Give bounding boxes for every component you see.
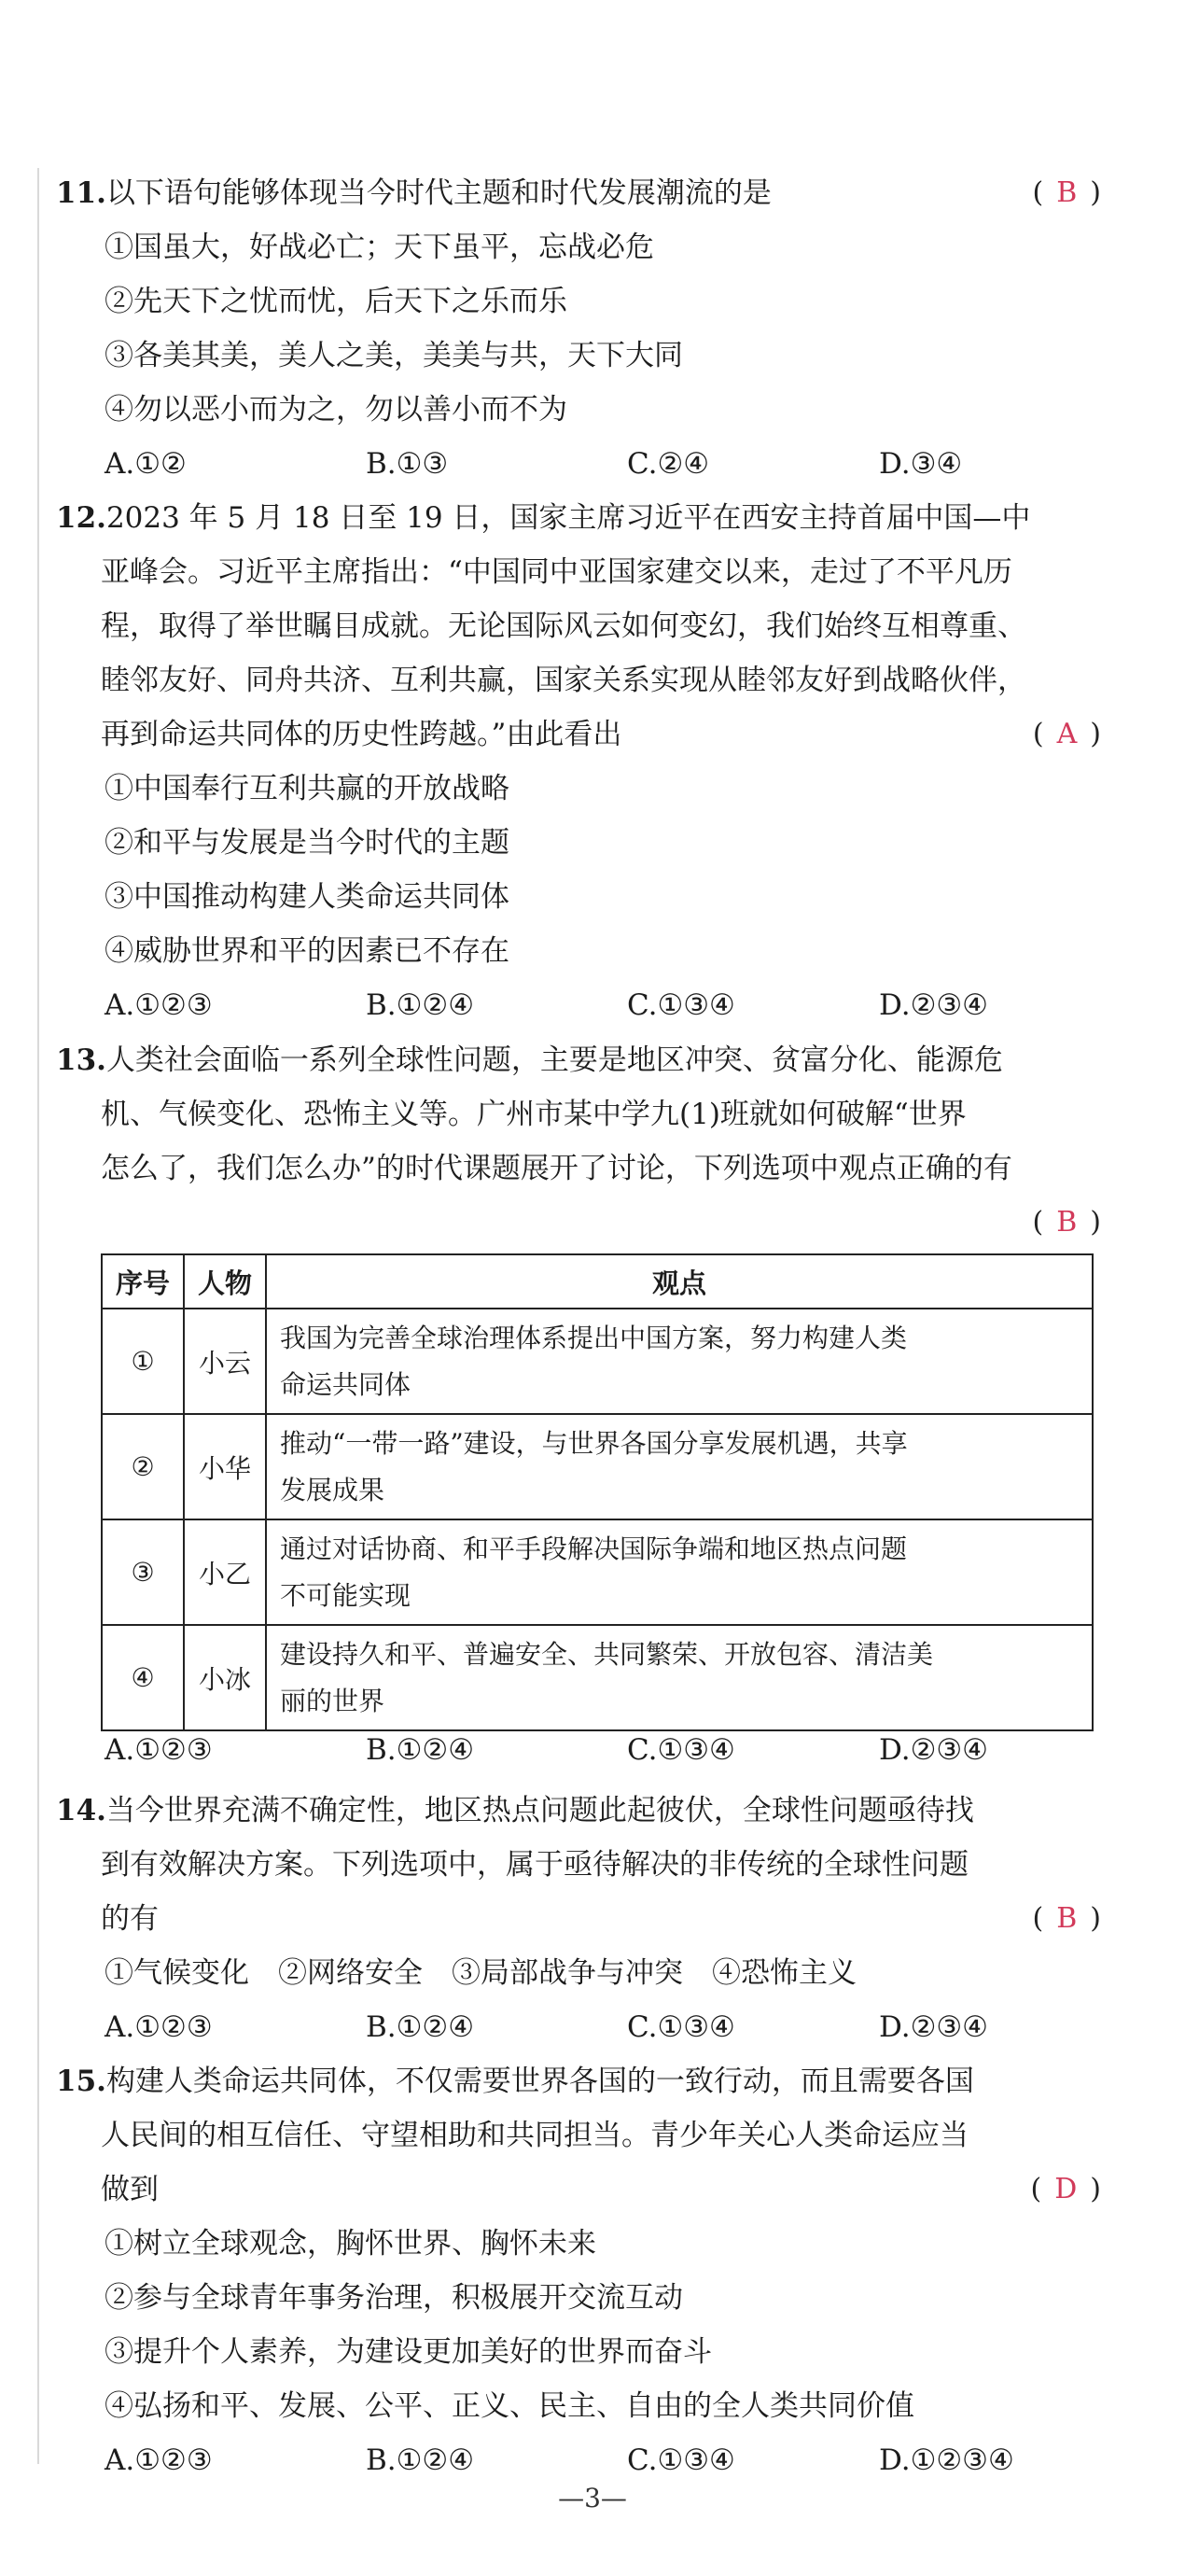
options-row (56, 978, 1101, 1032)
stem-line: 当今世界充满不确定性，地区热点问题此起彼伏，全球性问题亟待找 (105, 1794, 974, 1827)
option-a: A.①②③ (105, 2443, 213, 2477)
stem-line: 再到命运共同体的历史性跨越。”由此看出 (101, 718, 622, 751)
option-b: B.①②④ (366, 2010, 475, 2044)
question-number: 15. (56, 2065, 106, 2098)
answer-bracket: ( D ) (1030, 2173, 1101, 2205)
answer-bracket: ( B ) (1032, 1206, 1101, 1239)
option-b: B.①③ (366, 447, 449, 481)
stem-line-last (56, 2163, 1101, 2217)
answer-bracket: ( B ) (1032, 1902, 1101, 1935)
viewpoint-line: 我国为完善全球治理体系提出中国方案，努力构建人类 (280, 1322, 908, 1353)
viewpoint-line: 建设持久和平、普遍安全、共同繁荣、开放包容、清洁美 (280, 1638, 934, 1670)
stem-line: 人民间的相互信任、守望相助和共同担当。青少年关心人类命运应当 (101, 2119, 969, 2152)
row-number: ③ (102, 1519, 184, 1625)
answer-letter: B (1056, 1206, 1078, 1239)
stem-line: 睦邻友好、同舟共济、互利共赢，国家关系实现从睦邻友好到战略伙伴， (101, 664, 1026, 697)
header-number: 序号 (102, 1254, 184, 1309)
question-13 (56, 1033, 1101, 1250)
choice-item: ①中国奉行互利共赢的开放战略 (105, 772, 509, 805)
question-14 (56, 1784, 1101, 2054)
option-c: C.①③④ (627, 2010, 735, 2044)
question-stem (56, 1033, 1101, 1087)
answer-line (56, 1196, 1101, 1250)
question-number: 14. (56, 1794, 106, 1827)
option-b: B.①②④ (366, 1733, 475, 1767)
viewpoint-table (101, 1253, 1094, 1731)
margin-rule (37, 168, 39, 2464)
stem-line: 做到 (101, 2173, 159, 2206)
table-row (102, 1414, 1093, 1519)
row-number: ② (102, 1414, 184, 1519)
stem-line: 到有效解决方案。下列选项中，属于亟待解决的非传统的全球性问题 (101, 1848, 969, 1882)
option-c: C.①③④ (627, 1733, 735, 1767)
stem-line: 亚峰会。习近平主席指出：“中国同中亚国家建交以来，走过了不平凡历 (101, 555, 1012, 589)
option-b: B.①②④ (366, 2443, 475, 2477)
header-person: 人物 (184, 1254, 266, 1309)
choice-item: ①国虽大，好战必亡；天下虽平，忘战必危 (105, 231, 654, 264)
choice-item: ④弘扬和平、发展、公平、正义、民主、自由的全人类共同价值 (105, 2389, 914, 2423)
question-stem (56, 166, 1101, 220)
stem-line: 构建人类命运共同体，不仅需要世界各国的一致行动，而且需要各国 (105, 2065, 974, 2098)
choice-item: ③提升个人素养，为建设更加美好的世界而奋斗 (105, 2335, 712, 2369)
row-person: 小冰 (184, 1625, 266, 1730)
stem-line-last (56, 1892, 1101, 1946)
stem-line: 程，取得了举世瞩目成就。无论国际风云如何变幻，我们始终互相尊重、 (101, 609, 1026, 643)
option-d: D.①②③④ (879, 2443, 1014, 2477)
question-number: 11. (56, 176, 106, 210)
viewpoint-line: 命运共同体 (280, 1368, 411, 1400)
option-b: B.①②④ (366, 988, 475, 1022)
answer-letter: A (1056, 718, 1078, 750)
page-number: —3— (558, 2483, 627, 2513)
question-stem (56, 2054, 1101, 2108)
option-c: C.①③④ (627, 2443, 735, 2477)
stem-line: 机、气候变化、恐怖主义等。广州市某中学九(1)班就如何破解“世界 (101, 1098, 967, 1131)
options-row (56, 1723, 1101, 1777)
question-stem (56, 1784, 1101, 1838)
viewpoint-line: 通过对话协商、和平手段解决国际争端和地区热点问题 (280, 1533, 908, 1564)
row-viewpoint (266, 1414, 1093, 1519)
table-row (102, 1519, 1093, 1625)
table-row (102, 1625, 1093, 1730)
question-number: 12. (56, 501, 106, 535)
choice-items-inline: ①气候变化 ②网络安全 ③局部战争与冲突 ④恐怖主义 (105, 1956, 857, 1990)
row-viewpoint (266, 1309, 1093, 1414)
viewpoint-line: 推动“一带一路”建设，与世界各国分享发展机遇，共享 (280, 1427, 908, 1459)
options-row (56, 2433, 1101, 2487)
table-row (102, 1309, 1093, 1414)
choice-item: ②先天下之忧而忧，后天下之乐而乐 (105, 285, 567, 318)
question-11 (56, 166, 1101, 491)
choice-item: ①树立全球观念，胸怀世界、胸怀未来 (105, 2227, 596, 2261)
option-d: D.②③④ (879, 2010, 988, 2044)
choice-item: ④威胁世界和平的因素已不存在 (105, 934, 509, 968)
options-row (56, 2000, 1101, 2054)
option-a: A.①②③ (105, 2010, 213, 2044)
answer-letter: B (1056, 176, 1078, 209)
option-a: A.①②③ (105, 988, 213, 1022)
choice-item: ④勿以恶小而为之，勿以善小而不为 (105, 393, 567, 427)
row-number: ④ (102, 1625, 184, 1730)
stem-line-last (56, 707, 1101, 762)
choice-item: ②和平与发展是当今时代的主题 (105, 826, 509, 860)
row-number: ① (102, 1309, 184, 1414)
option-d: D.②③④ (879, 988, 988, 1022)
question-15 (56, 2054, 1101, 2487)
stem-line: 以下语句能够体现当今时代主题和时代发展潮流的是 (105, 176, 772, 210)
option-a: A.①② (105, 447, 187, 481)
stem-line: 人类社会面临一系列全球性问题，主要是地区冲突、贫富分化、能源危 (105, 1043, 1003, 1077)
answer-bracket: ( B ) (1032, 176, 1101, 209)
row-viewpoint (266, 1519, 1093, 1625)
question-number: 13. (56, 1043, 106, 1077)
choice-item: ③中国推动构建人类命运共同体 (105, 880, 509, 914)
options-row (56, 437, 1101, 491)
row-viewpoint (266, 1625, 1093, 1730)
choice-item: ③各美其美，美人之美，美美与共，天下大同 (105, 339, 683, 372)
table-header-row (102, 1254, 1093, 1309)
question-12 (56, 491, 1101, 1032)
choice-item: ②参与全球青年事务治理，积极展开交流互动 (105, 2281, 683, 2315)
viewpoint-line: 不可能实现 (280, 1579, 411, 1611)
stem-line: 2023 年 5 月 18 日至 19 日，国家主席习近平在西安主持首届中国—中 (105, 501, 1031, 535)
row-person: 小乙 (184, 1519, 266, 1625)
viewpoint-line: 发展成果 (280, 1474, 385, 1505)
header-viewpoint: 观点 (266, 1254, 1093, 1309)
stem-line: 怎么了，我们怎么办”的时代课题展开了讨论，下列选项中观点正确的有 (101, 1152, 1012, 1185)
question-stem (56, 491, 1101, 545)
viewpoint-line: 丽的世界 (280, 1685, 385, 1716)
option-c: C.②④ (627, 447, 710, 481)
option-d: D.③④ (879, 447, 963, 481)
question-13-options (56, 1723, 1101, 1777)
row-person: 小华 (184, 1414, 266, 1519)
option-d: D.②③④ (879, 1733, 988, 1767)
row-person: 小云 (184, 1309, 266, 1414)
answer-letter: B (1056, 1902, 1078, 1935)
answer-letter: D (1054, 2173, 1078, 2205)
answer-bracket: ( A ) (1032, 718, 1101, 750)
option-c: C.①③④ (627, 988, 735, 1022)
option-a: A.①②③ (105, 1733, 213, 1767)
stem-line: 的有 (101, 1902, 159, 1936)
